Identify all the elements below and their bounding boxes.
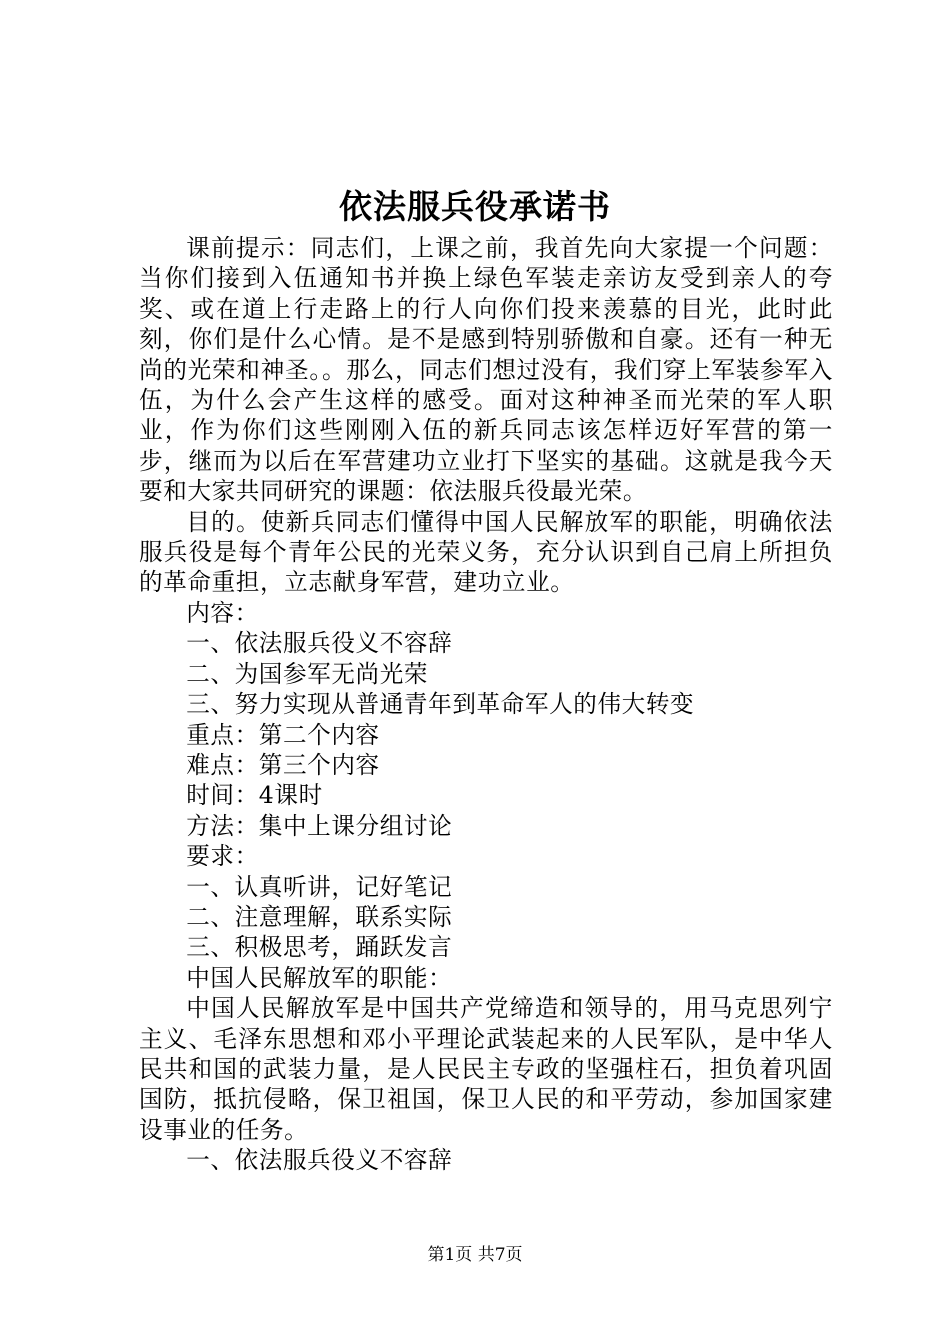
time-info: 时间：4课时 xyxy=(186,781,323,810)
paragraph-intro: 课前提示：同志们，上课之前，我首先向大家提一个问题：当你们接到入伍通知书并换上绿色军装走亲访友受到亲人的夸奖、或在道上行走路上的行人向你们投来羡慕的目光，此时此刻，你们是什么心情。是不是感到特别骄傲和自豪。还有一种无尚的光荣和神圣。。那么，同志们想过没有，我们穿上军装参军入伍，为什么会产生这样的感受。面对这种神圣而光荣的军人职业，作为你们这些刚刚入伍的新兵同志该怎样迈好军营的第一步，继而为以后在军营建功立业打下坚实的基础。这就是我今天要和大家共同研究的课题：依法服兵役最光荣。 xyxy=(139,234,833,506)
method-info: 方法：集中上课分组讨论 xyxy=(186,811,453,840)
document-title: 依法服兵役承诺书 xyxy=(339,187,611,226)
page-number-footer: 第1页 共7页 xyxy=(427,1245,523,1265)
requirement-item-2: 二、注意理解，联系实际 xyxy=(186,902,453,931)
difficult-point: 难点：第三个内容 xyxy=(186,750,380,779)
requirements-heading: 要求： xyxy=(186,842,259,871)
requirement-item-3: 三、积极思考，踊跃发言 xyxy=(186,933,453,962)
requirement-item-1: 一、认真听讲，记好笔记 xyxy=(186,872,453,901)
content-item-1: 一、依法服兵役义不容辞 xyxy=(186,629,453,658)
content-item-2: 二、为国参军无尚光荣 xyxy=(186,659,429,688)
content-heading: 内容： xyxy=(186,598,259,627)
content-item-3: 三、努力实现从普通青年到革命军人的伟大转变 xyxy=(186,690,695,719)
document-body xyxy=(139,233,833,1176)
section-heading-1: 一、依法服兵役义不容辞 xyxy=(186,1146,453,1175)
pla-duties-heading: 中国人民解放军的职能： xyxy=(186,963,453,992)
key-point: 重点：第二个内容 xyxy=(186,720,380,749)
paragraph-pla-duties: 中国人民解放军是中国共产党缔造和领导的，用马克思列宁主义、毛泽东思想和邓小平理论武装起来的人民军队，是中华人民共和国的武装力量，是人民民主专政的坚强柱石，担负着巩固国防，抵抗侵略，保卫祖国，保卫人民的和平劳动，参加国家建设事业的任务。 xyxy=(139,994,833,1144)
paragraph-purpose: 目的。使新兵同志们懂得中国人民解放军的职能，明确依法服兵役是每个青年公民的光荣义务，充分认识到自己肩上所担负的革命重担，立志献身军营，建功立业。 xyxy=(139,507,833,597)
